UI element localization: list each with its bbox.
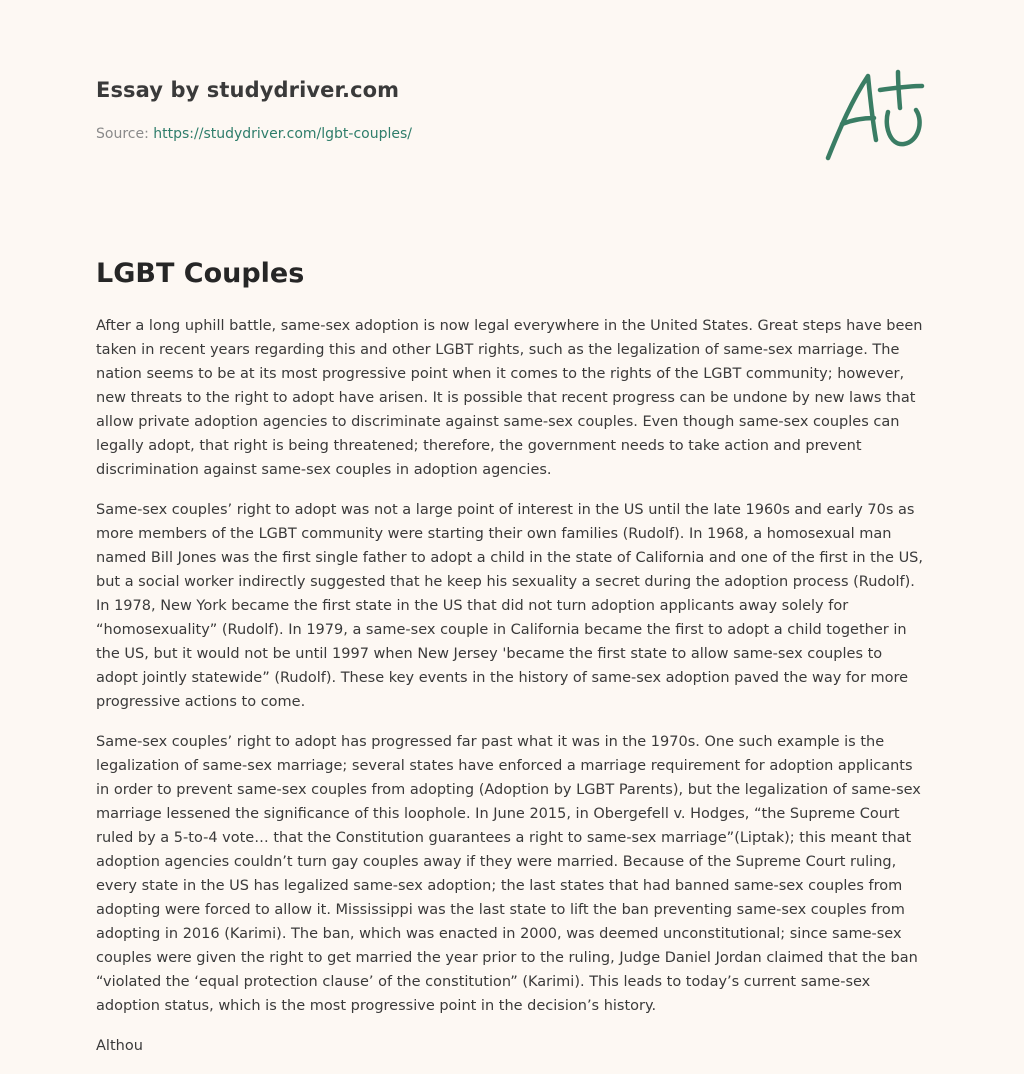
essay-title: LGBT Couples <box>96 258 305 289</box>
paragraph: Same-sex couples’ right to adopt was not a large point of interest in the US until the late 1960s and early 70s as more members of the LGBT community were starting their own families (Rudolf). In 1968, a homosexual man named Bill Jones was the first single father to adopt a child in the state of California and one of the first in the US, but a social worker indirectly suggested that he keep his sexuality a secret during the adoption process (Rudolf). In 1978, New York became the first state in the US that did not turn adoption applicants away solely for “homosexuality” (Rudolf). In 1979, a same-sex couple in California became the first to adopt a child together in the US, but it would not be until 1997 when New Jersey 'became the first state to allow same-sex couples to adopt jointly statewide” (Rudolf). These key events in the history of same-sex adoption paved the way for more progressive actions to come. <box>96 502 923 710</box>
source-line <box>96 124 796 144</box>
source-label: Source: <box>96 126 149 142</box>
site-brand: Essay by studydriver.com <box>96 78 400 102</box>
page-header <box>96 76 796 144</box>
paragraph-truncated: Althou <box>96 1038 143 1054</box>
a-plus-logo-icon <box>818 66 934 166</box>
essay-body <box>96 314 928 1074</box>
paragraph: Same-sex couples’ right to adopt has progressed far past what it was in the 1970s. One such example is the legalization of same-sex marriage; several states have enforced a marriage requirement for adoption applicants in order to prevent same-sex couples from adopting (Adoption by LGBT Parents), but the legalization of same-sex marriage lessened the significance of this loophole. In June 2015, in Obergefell v. Hodges, “the Supreme Court ruled by a 5-to-4 vote… that the Constitution guarantees a right to same-sex marriage”(Liptak); this meant that adoption agencies couldn’t turn gay couples away if they were married. Because of the Supreme Court ruling, every state in the US has legalized same-sex adoption; the last states that had banned same-sex couples from adopting were forced to allow it. Mississippi was the last state to lift the ban preventing same-sex couples from adopting in 2016 (Karimi). The ban, which was enacted in 2000, was deemed unconstitutional; since same-sex couples were given the right to get married the year prior to the ruling, Judge Daniel Jordan claimed that the ban “violated the ‘equal protection clause’ of the constitution” (Karimi). This leads to today’s current same-sex adoption status, which is the most progressive point in the decision’s history. <box>96 734 921 1014</box>
source-link[interactable]: https://studydriver.com/lgbt-couples/ <box>153 126 412 142</box>
paragraph: After a long uphill battle, same-sex adoption is now legal everywhere in the United States. Great steps have been taken in recent years regarding this and other LGBT rights, such as the legalization of same-sex marriage. The nation seems to be at its most progressive point when it comes to the rights of the LGBT community; however, new threats to the right to adopt have arisen. It is possible that recent progress can be undone by new laws that allow private adoption agencies to discriminate against same-sex couples. Even though same-sex couples can legally adopt, that right is being threatened; therefore, the government needs to take action and prevent discrimination against same-sex couples in adoption agencies. <box>96 318 923 478</box>
